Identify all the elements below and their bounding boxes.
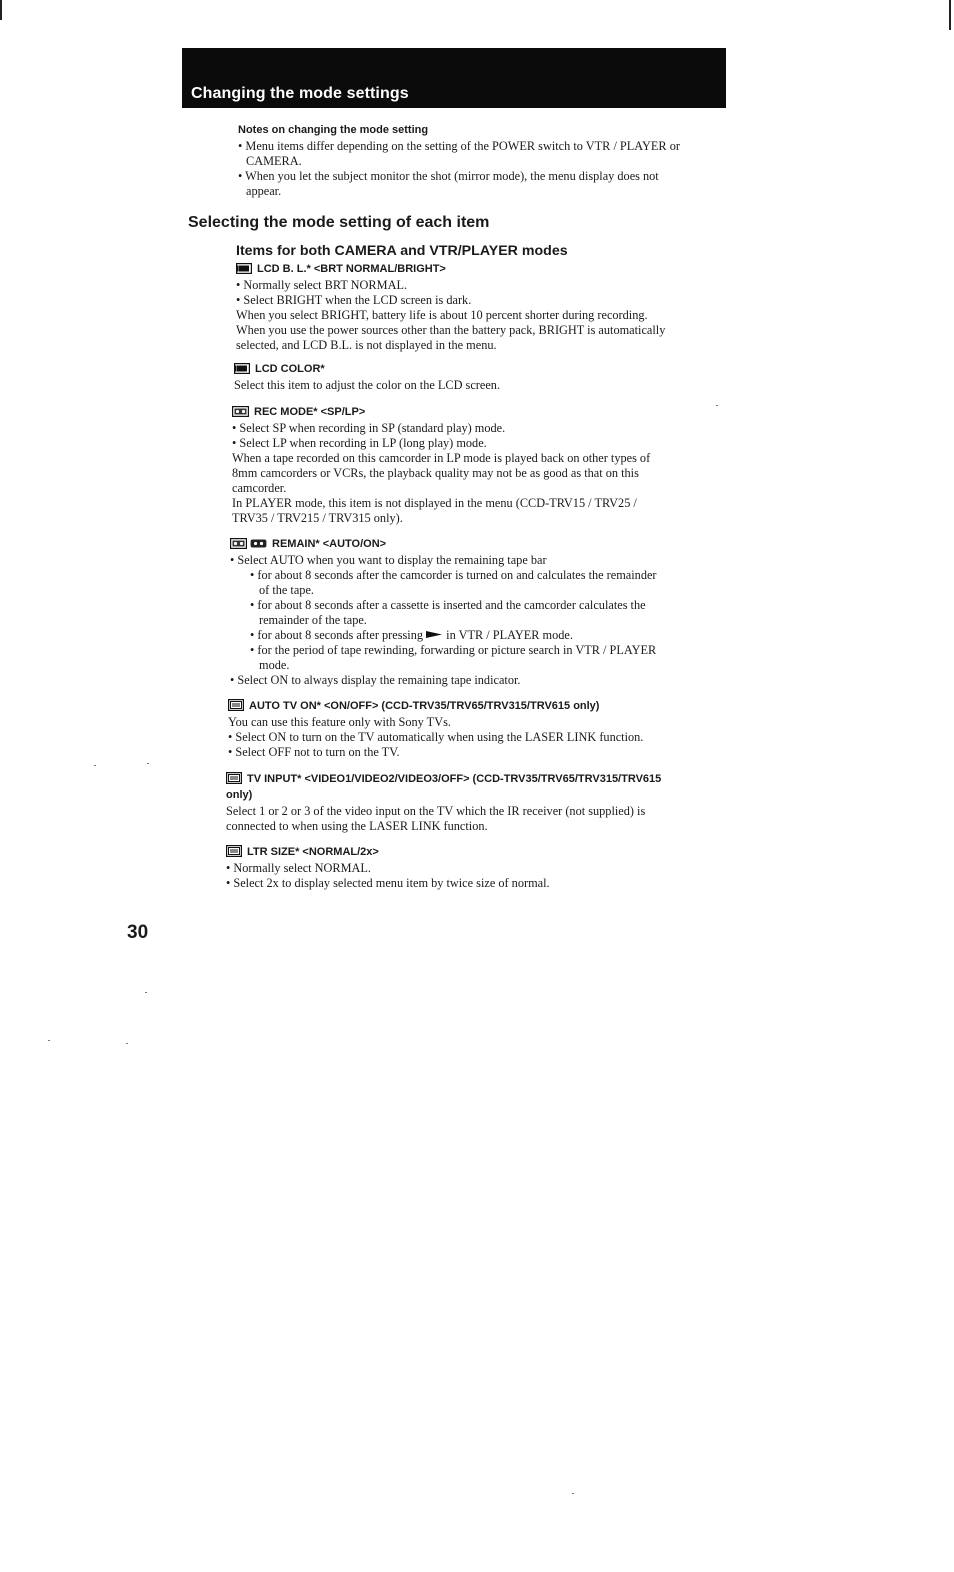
menu-item-title-text: REMAIN* <AUTO/ON> [272,538,387,550]
sub-list-item: • for about 8 seconds after pressing in VTR / PLAYER mode. [250,628,573,642]
paragraph-line: selected, and LCD B.L. is not displayed in the menu. [236,338,497,352]
menu-item-title [228,699,738,715]
scan-edge-mark-left [0,0,2,20]
menu-item-title [234,362,734,378]
menu-item-body [228,715,738,760]
camera-tape-icon [250,538,267,553]
list-item-continuation: CAMERA. [246,154,302,168]
menu-item-body [226,861,736,891]
list-item-continuation: appear. [246,184,282,198]
list-item: • Normally select BRT NORMAL. [236,278,408,292]
list-item: • Select SP when recording in SP (standard play) mode. [232,421,506,435]
paragraph-line: When a tape recorded on this camcorder in LP mode is played back on other types of [232,451,651,465]
list-item: • Select AUTO when you want to display the remaining tape bar [230,553,547,567]
menu-item-body [236,278,736,353]
menu-item-title-text: LTR SIZE* <NORMAL/2x> [247,846,379,858]
paragraph-line: You can use this feature only with Sony TVs. [228,715,451,729]
list-item: • Menu items differ depending on the setting of the POWER switch to VTR / PLAYER or [238,139,680,153]
menu-item-title [230,537,740,553]
sub-list-item-continuation: mode. [259,658,290,672]
list-item: • When you let the subject monitor the shot (mirror mode), the menu display does not [238,169,659,183]
menu-item-body [234,378,734,393]
tape-icon [232,406,249,421]
list-item: • Select LP when recording in LP (long play) mode. [232,436,487,450]
paragraph-line: Select 1 or 2 or 3 of the video input on the TV which the IR receiver (not supplied) is [226,804,646,818]
menu-item-body [226,804,746,834]
list-item: • Select ON to turn on the TV automatically when using the LASER LINK function. [228,730,644,744]
menu-item-title-text: TV INPUT* <VIDEO1/VIDEO2/VIDEO3/OFF> (CCD-TRV35/TRV65/TRV315/TRV615 [247,773,662,785]
paragraph-line: In PLAYER mode, this item is not displayed in the menu (CCD-TRV15 / TRV25 / [232,496,637,510]
sub-list-item-continuation: of the tape. [259,583,314,597]
menu-item-body [230,553,740,688]
list-item: • Select OFF not to turn on the TV. [228,745,400,759]
sub-list-item: • for the period of tape rewinding, forwarding or picture search in VTR / PLAYER [250,643,657,657]
paragraph-line: When you select BRIGHT, battery life is about 10 percent shorter during recording. [236,308,648,322]
paragraph-line: connected to when using the LASER LINK function. [226,819,488,833]
menu-item-tv-input [226,772,746,834]
lcd-icon [236,263,252,278]
scan-edge-mark-right [949,0,951,30]
menu-item-ltr-size [226,845,736,891]
paragraph-line: When you use the power sources other than the battery pack, BRIGHT is automatically [236,323,666,337]
menu-item-title [226,845,736,861]
menu-item-title-continuation: only) [226,789,253,801]
menu-item-title [236,262,736,278]
tv-icon [226,845,242,861]
section-title: Selecting the mode setting of each item [188,214,490,231]
notes-title: Notes on changing the mode setting [238,124,429,136]
scan-speck [126,1043,128,1044]
menu-item-lcd-color [234,362,734,393]
tv-icon [226,772,242,788]
scan-speck [94,765,96,766]
sub-list [230,568,740,673]
tape-icon [230,538,247,553]
menu-item-remain [230,537,740,688]
menu-item-title [232,405,732,421]
menu-item-auto-tv-on [228,699,738,760]
sub-list-item: • for about 8 seconds after a cassette is inserted and the camcorder calculates the [250,598,646,612]
list-item: • Select 2x to display selected menu item by twice size of normal. [226,876,550,890]
scan-speck [147,763,149,764]
header-band [182,48,726,108]
list-item: • Normally select NORMAL. [226,861,372,875]
scan-speck [572,1493,574,1494]
scan-speck [48,1040,50,1041]
play-arrow-icon [426,628,443,642]
lcd-icon [234,363,250,378]
menu-item-title-text: LCD B. L.* <BRT NORMAL/BRIGHT> [257,263,446,275]
menu-item-body [232,421,732,526]
menu-item-rec-mode [232,405,732,526]
page-number: 30 [127,922,149,943]
paragraph-line: Select this item to adjust the color on the LCD screen. [234,378,501,392]
notes-list [238,139,738,199]
paragraph-line: 8mm camcorders or VCRs, the playback quality may not be as good as that on this [232,466,639,480]
paragraph-line: camcorder. [232,481,287,495]
menu-item-title [226,772,746,802]
paragraph-line: TRV35 / TRV215 / TRV315 only). [232,511,403,525]
menu-item-title-text: AUTO TV ON* <ON/OFF> (CCD-TRV35/TRV65/TRV315/TRV615 only) [249,700,600,712]
scan-speck [145,992,147,993]
list-item: • Select ON to always display the remaining tape indicator. [230,673,521,687]
menu-item-title-text: LCD COLOR* [255,363,325,375]
sub-list-item-continuation: remainder of the tape. [259,613,367,627]
subsection-title: Items for both CAMERA and VTR/PLAYER modes [236,243,568,259]
page-header-title: Changing the mode settings [191,85,409,102]
sub-list-item: • for about 8 seconds after the camcorder is turned on and calculates the remainder [250,568,657,582]
list-item: • Select BRIGHT when the LCD screen is dark. [236,293,472,307]
menu-item-lcd-bl [236,262,736,353]
menu-item-title-text: REC MODE* <SP/LP> [254,406,366,418]
tv-icon [228,699,244,715]
